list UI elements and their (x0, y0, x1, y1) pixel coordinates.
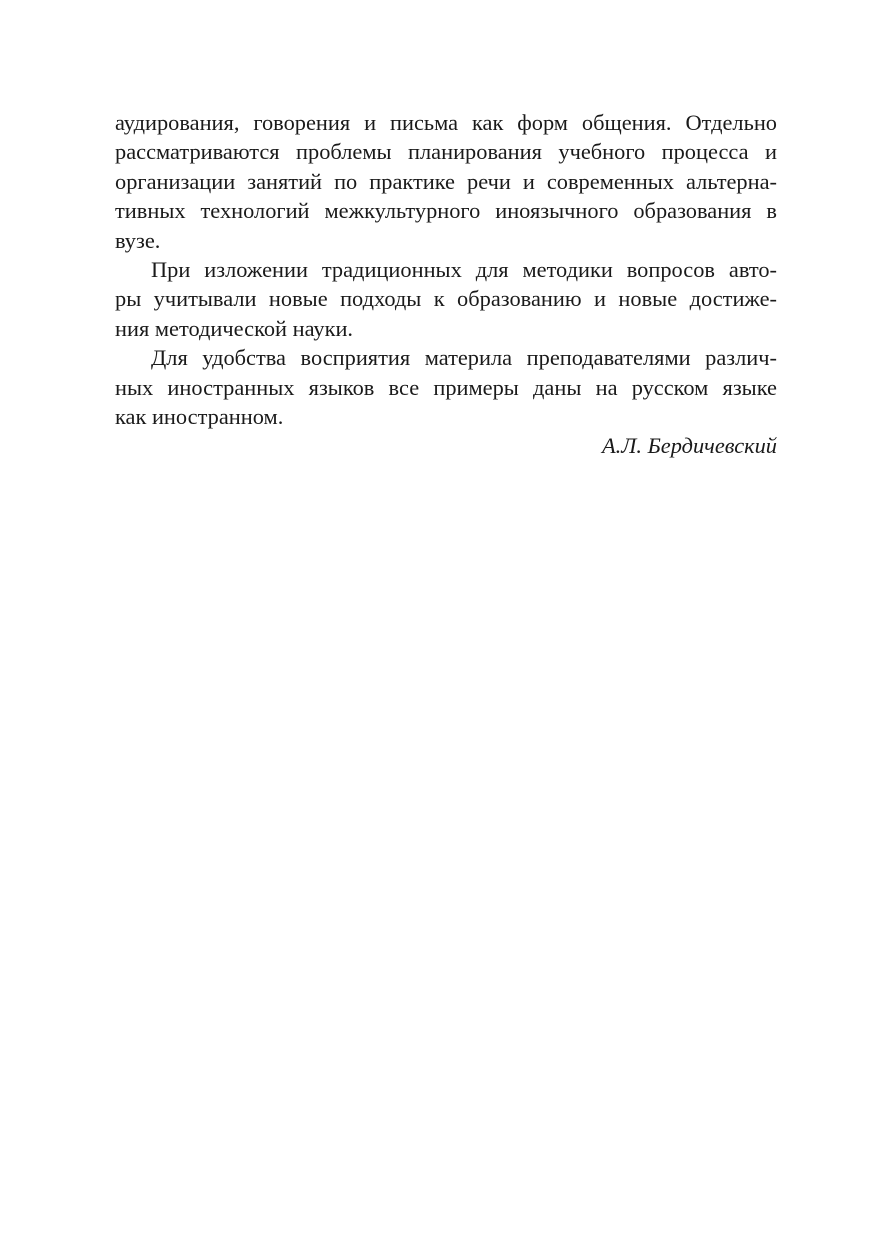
text-line: ных иностранных языков все примеры даны на русском языке (115, 374, 777, 400)
text-line: ры учитывали новые подходы к образованию и новые достиже- (115, 286, 777, 312)
text-line: как иностранном. (115, 403, 284, 429)
text-line: ния методической науки. (115, 315, 354, 341)
paragraph-2 (115, 255, 777, 343)
text-line: Для удобства восприятия материла преподавателями различ- (151, 345, 777, 371)
text-line: При изложении традиционных для методики вопросов авто- (151, 256, 777, 282)
body-text (115, 108, 777, 461)
text-line: вузе. (115, 227, 161, 253)
author-signature: А.Л. Бердичевский (601, 433, 777, 459)
text-line: рассматриваются проблемы планирования учебного процесса и (115, 139, 777, 165)
paragraph-1 (115, 108, 777, 255)
text-line: аудирования, говорения и письма как форм общения. Отдельно (115, 110, 777, 135)
text-line: организации занятий по практике речи и современных альтерна- (115, 168, 777, 194)
paragraph-3 (115, 343, 777, 431)
text-line: тивных технологий межкультурного иноязычного образования в (115, 198, 777, 224)
